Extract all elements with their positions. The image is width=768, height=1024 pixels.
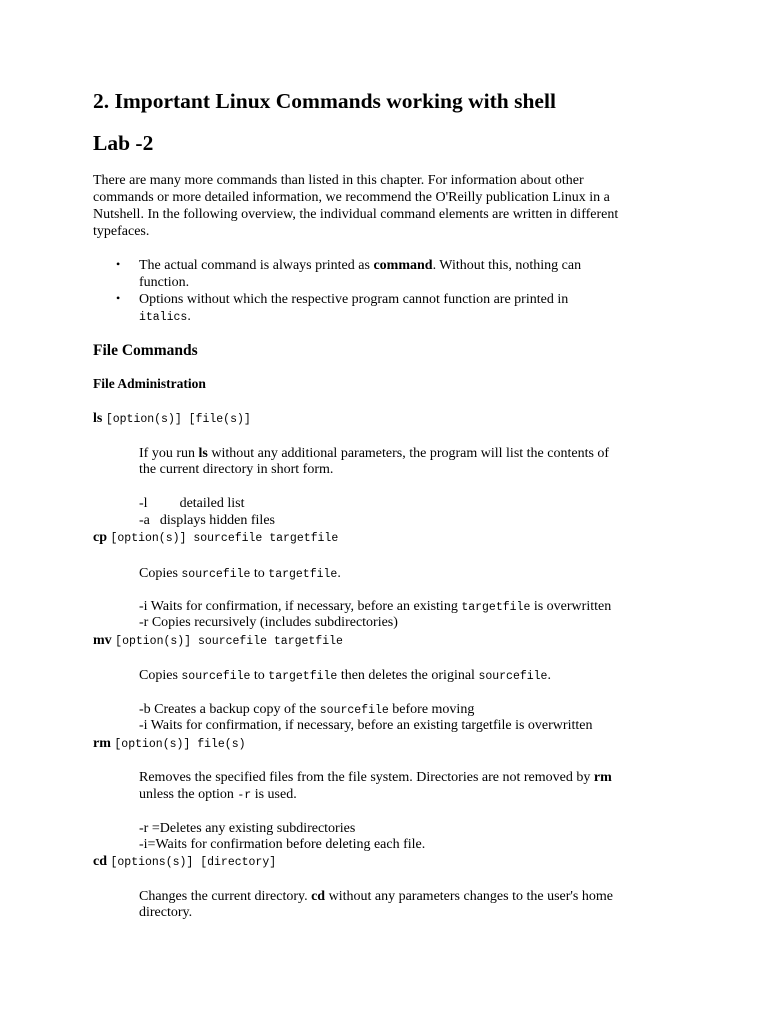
mv-syntax: mv [option(s)] sourcefile targetfile	[93, 633, 343, 648]
section-heading: File Commands	[93, 342, 198, 359]
ls-desc-line-2: the current directory in short form.	[139, 462, 334, 477]
bullet-dot-icon: •	[116, 257, 121, 271]
bullet-2-line-1: Options without which the respective program cannot function are printed in	[139, 292, 569, 307]
intro-line-2: commands or more detailed information, we recommend the O'Reilly publication Linux in a	[93, 190, 610, 205]
intro-line-4: typefaces.	[93, 224, 150, 239]
ls-option-l: -l detailed list	[139, 496, 245, 511]
rm-syntax: rm [option(s)] file(s)	[93, 736, 246, 751]
intro-line-3: Nutshell. In the following overview, the individual command elements are written in different	[93, 207, 619, 222]
rm-desc-line-1: Removes the specified files from the file system. Directories are not removed by rm	[139, 770, 612, 785]
cd-desc-line-2: directory.	[139, 905, 193, 920]
cd-desc-line-1: Changes the current directory. cd without any parameters changes to the user's home	[139, 889, 613, 904]
mv-option-b: -b Creates a backup copy of the sourcefile before moving	[139, 702, 475, 717]
page-title: 2. Important Linux Commands working with shell	[93, 89, 556, 113]
rm-option-i: -i=Waits for confirmation before deleting each file.	[139, 837, 426, 852]
bullet-1-line-1: The actual command is always printed as command. Without this, nothing can	[139, 258, 582, 273]
mv-option-i: -i Waits for confirmation, if necessary, before an existing targetfile is overwritten	[139, 718, 593, 733]
rm-desc-line-2: unless the option -r is used.	[139, 787, 297, 802]
rm-option-r: -r =Deletes any existing subdirectories	[139, 821, 356, 836]
mv-desc: Copies sourcefile to targetfile then deletes the original sourcefile.	[139, 668, 551, 683]
cp-option-i: -i Waits for confirmation, if necessary, before an existing targetfile is overwritten	[139, 599, 612, 614]
bullet-dot-icon: •	[116, 291, 121, 305]
cd-syntax: cd [options(s)] [directory]	[93, 854, 277, 869]
ls-desc-line-1: If you run ls without any additional parameters, the program will list the contents of	[139, 446, 610, 461]
ls-option-a: -a displays hidden files	[139, 513, 275, 528]
bullet-1-line-2: function.	[139, 275, 190, 290]
ls-syntax: ls [option(s)] [file(s)]	[93, 411, 251, 426]
cp-syntax: cp [option(s)] sourcefile targetfile	[93, 530, 339, 545]
cp-option-r: -r Copies recursively (includes subdirectories)	[139, 615, 398, 630]
bullet-2-line-2: italics.	[139, 309, 191, 324]
cp-desc: Copies sourcefile to targetfile.	[139, 566, 341, 581]
lab-heading: Lab -2	[93, 131, 154, 155]
subsection-heading: File Administration	[93, 376, 206, 391]
intro-line-1: There are many more commands than listed in this chapter. For information about other	[93, 173, 584, 188]
